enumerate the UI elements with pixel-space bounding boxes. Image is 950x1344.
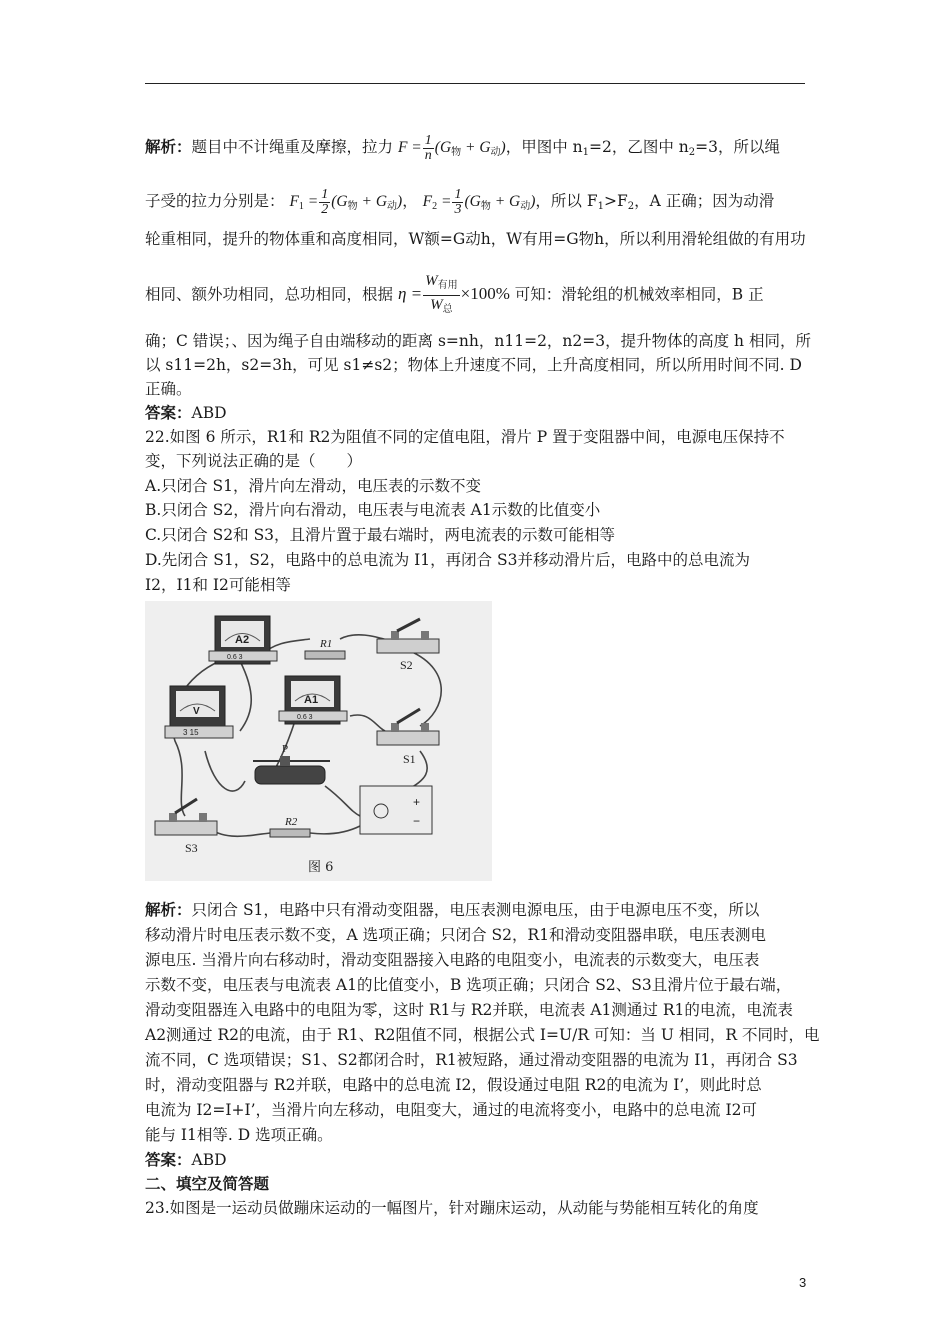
q22-line1: 22.如图 6 所示，R1和 R2为阻值不同的定值电阻，滑片 P 置于变阻器中间，电源电压保持不 xyxy=(145,428,785,446)
resistor-r2 xyxy=(270,816,310,837)
ammeter-a1 xyxy=(279,676,347,724)
analysis1-line4 xyxy=(145,272,807,319)
answer2 xyxy=(145,1150,807,1170)
text: 题目中不计绳重及摩擦，拉力 xyxy=(191,138,394,157)
rheostat xyxy=(253,743,330,784)
analysis-label: 解析： xyxy=(145,900,192,919)
text: =3，所以绳 xyxy=(695,138,781,157)
text: =2，乙图中 n xyxy=(589,138,689,157)
analysis1-line7: 正确。 xyxy=(145,380,192,398)
text: 相同、额外功相同，总功相同，根据 xyxy=(145,285,394,304)
q22-line2: 变，下列说法正确的是（ ） xyxy=(145,452,363,470)
text: 只闭合 S1，电路中只有滑动变阻器，电压表测电源电压，由于电源电压不变，所以 xyxy=(191,901,760,919)
label-s2: S2 xyxy=(400,658,413,672)
header-rule xyxy=(145,83,805,84)
label-r2: R2 xyxy=(285,816,298,828)
analysis2-line5: 滑动变阻器连入电路中的电阻为零，这时 R1与 R2并联，电流表 A1测通过 R1的电流，电流表 xyxy=(145,1001,793,1019)
switch-s3 xyxy=(155,799,217,855)
analysis2-line3: 源电压. 当滑片向右移动时，滑动变阻器接入电路的电阻变小，电流表的示数变大，电压表 xyxy=(145,951,760,969)
text: ，所以 F xyxy=(535,192,598,211)
analysis1-line2: 子受的拉力分别是： $F_1$ = $\frac{1}{2}$ $(G_物 + G_动)$， $F_2$ = $\frac{1}{3}$ $(G_物 + G_动)$，所以 F1>F2，A 正确；因为动滑 xyxy=(145,187,775,217)
analysis1-line3: 轮重相同，提升的物体重和高度相同，W额=G动h，W有用=G物h，所以利用滑轮组做的有用功 xyxy=(145,230,806,248)
analysis2-line1 xyxy=(145,900,807,920)
q22-option-c: C.只闭合 S2和 S3，且滑片置于最右端时，两电流表的示数可能相等 xyxy=(145,526,616,544)
power-source xyxy=(360,786,432,834)
page-number: 3 xyxy=(799,1275,807,1290)
analysis1-line6: 以 s11=2h，s2=3h，可见 s1≠s2；物体上升速度不同，上升高度相同，所以所用时间不同. D xyxy=(145,356,802,374)
scale-v: 3 15 xyxy=(183,728,199,737)
formula-f1: $F_1$ = $\frac{1}{2}$ $(G_物 + G_动)$ xyxy=(289,187,403,217)
voltmeter xyxy=(165,686,233,738)
q22-option-a: A.只闭合 S1，滑片向左滑动，电压表的示数不变 xyxy=(145,477,482,495)
formula-pull-force: F = $\frac{1}{n}$ $(G_物 + G_动)$ xyxy=(397,133,506,163)
analysis1-line1: 解析：题目中不计绳重及摩擦，拉力 F = $\frac{1}{n}$ $(G_物 + G_动)$，甲图中 n1=2，乙图中 n2=3，所以绳 xyxy=(145,133,781,163)
answer-value: ABD xyxy=(191,1151,227,1169)
svg-text:−: − xyxy=(413,814,421,828)
text: 子受的拉力分别是： xyxy=(145,192,285,211)
circuit-figure xyxy=(145,601,492,881)
resistor-r1 xyxy=(305,638,345,659)
answer-label: 答案： xyxy=(145,1150,192,1169)
analysis-label: 解析： xyxy=(145,137,192,157)
analysis2-line10: 能与 I1相等. D 选项正确。 xyxy=(145,1126,333,1144)
text: ，甲图中 n xyxy=(505,138,583,157)
analysis2-line2: 移动滑片时电压表示数不变，A 选项正确；只闭合 S2，R1和滑动变阻器串联，电压表测电 xyxy=(145,926,767,944)
label-p: P xyxy=(282,743,289,755)
answer-value: ABD xyxy=(191,404,227,422)
label-r1: R1 xyxy=(320,638,333,650)
scale-a2: 0.6 3 xyxy=(227,654,243,661)
svg-text:+: + xyxy=(413,795,421,809)
label-a2: A2 xyxy=(235,634,250,646)
label-s1: S1 xyxy=(403,752,416,766)
analysis2-line7: 流不同，C 选项错误；S1、S2都闭合时，R1被短路，通过滑动变阻器的电流为 I1，再闭合 S3 xyxy=(145,1051,798,1069)
label-s3: S3 xyxy=(185,841,198,855)
analysis2-line6: A2测通过 R2的电流，由于 R1、R2阻值不同，根据公式 I=U/R 可知：当 U 相同，R 不同时，电 xyxy=(145,1026,820,1044)
q22-option-d-line2: I2，I1和 I2可能相等 xyxy=(145,576,291,594)
q22-option-d-line1: D.先闭合 S1，S2，电路中的总电流为 I1，再闭合 S3并移动滑片后，电路中的总电流为 xyxy=(145,551,751,569)
section-heading: 二、填空及简答题 xyxy=(145,1174,270,1193)
figure-caption: 图 6 xyxy=(308,860,334,875)
formula-efficiency: η = $\frac{W_{有用}}{W_总}$ ×100% xyxy=(397,273,510,315)
analysis2-line4: 示数不变，电压表与电流表 A1的比值变小，B 选项正确；只闭合 S2、S3且滑片位于最右端， xyxy=(145,976,792,994)
circuit-diagram xyxy=(145,601,492,881)
answer-label: 答案： xyxy=(145,403,192,422)
label-v: V xyxy=(193,706,200,717)
ammeter-a2 xyxy=(209,616,277,664)
q22-option-b: B.只闭合 S2，滑片向右滑动，电压表与电流表 A1示数的比值变小 xyxy=(145,501,601,519)
analysis2-line9: 电流为 I2=I+I’，当滑片向左移动，电阻变大，通过的电流将变小，电路中的总电流 I2可 xyxy=(145,1101,757,1119)
q23-line1: 23.如图是一运动员做蹦床运动的一幅图片，针对蹦床运动，从动能与势能相互转化的角度 xyxy=(145,1199,759,1217)
label-a1: A1 xyxy=(304,694,319,706)
text: 可知：滑轮组的机械效率相同，B 正 xyxy=(514,285,764,304)
scale-a1: 0.6 3 xyxy=(297,714,313,721)
answer1 xyxy=(145,403,807,423)
formula-f2: $F_2$ = $\frac{1}{3}$ $(G_物 + G_动)$ xyxy=(422,187,536,217)
analysis2-line8: 时，滑动变阻器与 R2并联，电路中的总电流 I2，假设通过电阻 R2的电流为 I’，则此时总 xyxy=(145,1076,762,1094)
text: ，A 正确；因为动滑 xyxy=(634,192,775,211)
analysis1-line5: 确；C 错误；、因为绳子自由端移动的距离 s=nh，n11=2，n2=3，提升物体的高度 h 相同，所 xyxy=(145,332,811,350)
